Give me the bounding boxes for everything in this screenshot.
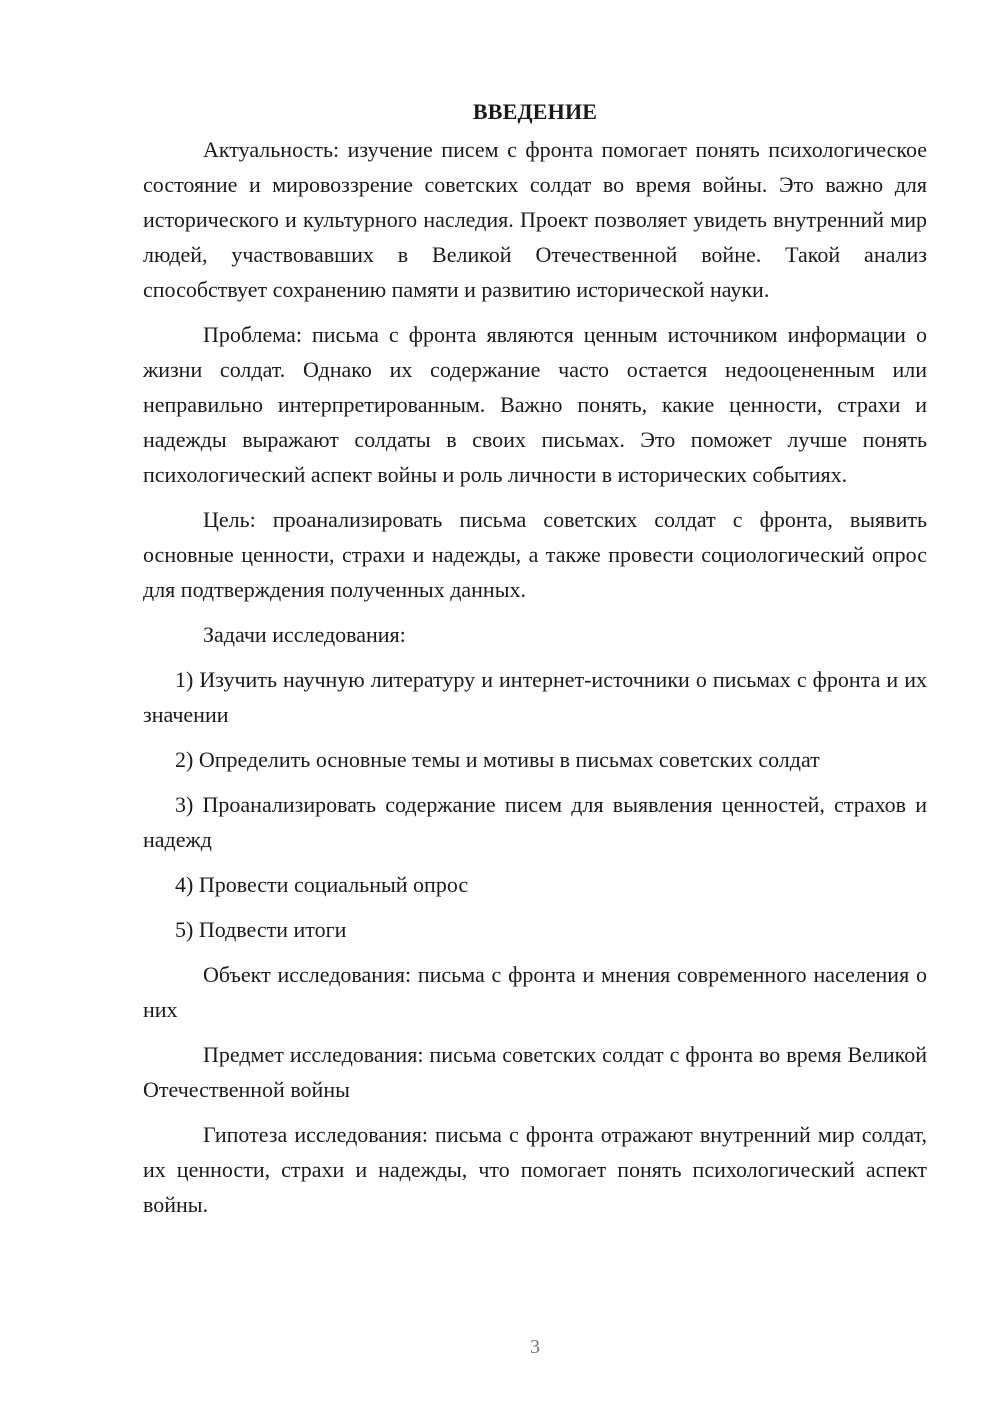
page-number: 3 bbox=[530, 1336, 540, 1358]
tasks-heading: Задачи исследования: bbox=[203, 622, 406, 647]
problem-paragraph: Проблема: письма с фронта являются ценным источником информации о жизни солдат. Однако их содержание часто остается недооцененным или неправильно интерпретированным. Важно понять, какие ценности, страхи и надежды выражают солдаты в своих письмах. Это поможет лучше понять психологический аспект войны и роль личности в исторических событиях. bbox=[143, 322, 927, 487]
page-body bbox=[143, 96, 927, 1232]
task-item-3: 3) Проанализировать содержание писем для выявления ценностей, страхов и надежд bbox=[143, 792, 927, 852]
task-item-4: 4) Провести социальный опрос bbox=[175, 872, 469, 897]
hypothesis-paragraph: Гипотеза исследования: письма с фронта отражают внутренний мир солдат, их ценности, страхи и надежды, что помогает понять психологический аспект войны. bbox=[143, 1122, 927, 1217]
object-paragraph: Объект исследования: письма с фронта и мнения современного населения о них bbox=[143, 962, 927, 1022]
subject-paragraph: Предмет исследования: письма советских солдат с фронта во время Великой Отечественной войны bbox=[143, 1042, 927, 1102]
goal-paragraph: Цель: проанализировать письма советских солдат с фронта, выявить основные ценности, страхи и надежды, а также провести социологический опрос для подтверждения полученных данных. bbox=[143, 507, 927, 602]
task-item-1: 1) Изучить научную литературу и интернет-источники о письмах с фронта и их значении bbox=[143, 667, 927, 727]
relevance-paragraph: Актуальность: изучение писем с фронта помогает понять психологическое состояние и мировоззрение советских солдат во время войны. Это важно для исторического и культурного наследия. Проект позволяет увидеть внутренний мир людей, участвовавших в Великой Отечественной войне. Такой анализ способствует сохранению памяти и развитию исторической науки. bbox=[143, 137, 927, 302]
task-item-2: 2) Определить основные темы и мотивы в письмах советских солдат bbox=[175, 747, 820, 772]
task-item-5: 5) Подвести итоги bbox=[175, 917, 347, 942]
section-heading: ВВЕДЕНИЕ bbox=[472, 99, 598, 124]
